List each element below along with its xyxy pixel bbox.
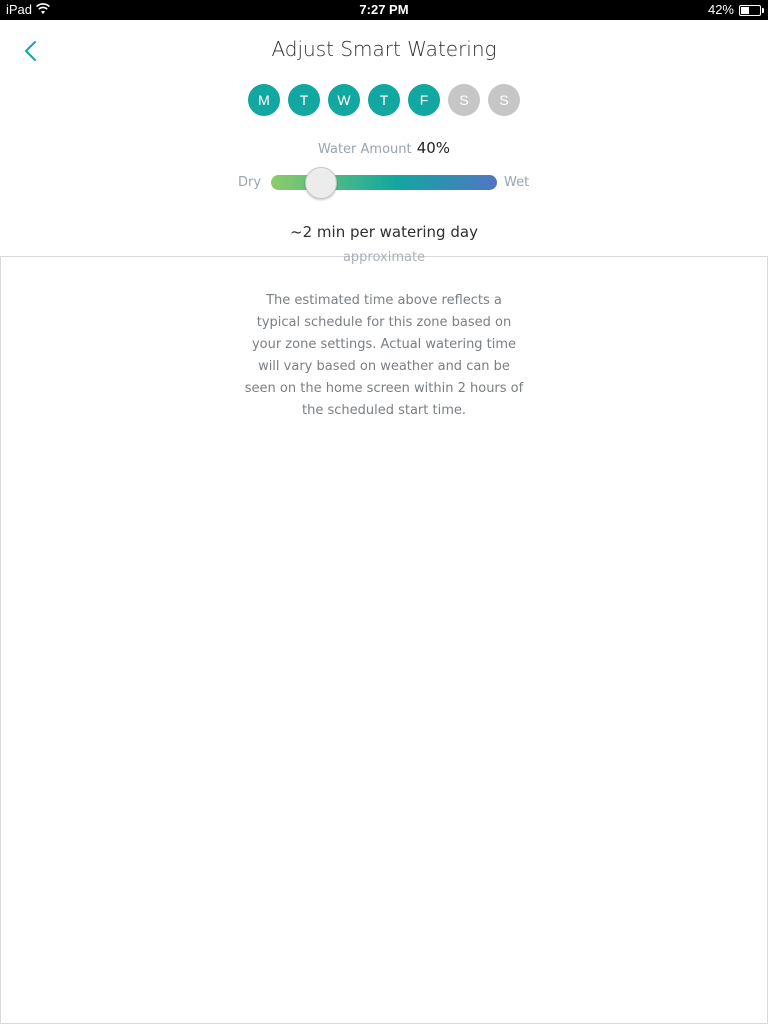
carrier-label: iPad	[6, 2, 33, 17]
day-pill-0[interactable]: M	[248, 84, 280, 116]
schedule-info-text: The estimated time above reflects a typical schedule for this zone based on your zone settings. Actual watering time will vary based on weather and can be seen on the home screen within 2 hours of the scheduled start time.	[244, 293, 524, 418]
slider-thumb[interactable]	[305, 167, 337, 199]
wet-label: Wet	[504, 175, 530, 190]
day-pill-5[interactable]: S	[448, 84, 480, 116]
day-selector	[248, 84, 528, 116]
minutes-per-day-text: ~2 min per watering day	[290, 223, 478, 241]
day-pill-3[interactable]: T	[368, 84, 400, 116]
battery-nub	[762, 8, 764, 13]
battery-fill	[741, 7, 749, 14]
water-amount-slider[interactable]	[271, 175, 497, 190]
day-pill-1[interactable]: T	[288, 84, 320, 116]
approximate-label: approximate	[342, 250, 426, 265]
battery-icon	[739, 5, 761, 16]
water-amount-value: 40%	[416, 139, 451, 157]
day-pill-2[interactable]: W	[328, 84, 360, 116]
day-pill-4[interactable]: F	[408, 84, 440, 116]
day-pill-6[interactable]: S	[488, 84, 520, 116]
water-amount-row	[0, 138, 768, 157]
water-amount-label: Water Amount	[317, 142, 412, 157]
dry-label: Dry	[238, 175, 262, 190]
page-title: Adjust Smart Watering	[271, 37, 497, 61]
status-bar	[0, 0, 768, 20]
status-time: 7:27 PM	[359, 2, 409, 17]
battery-percentage: 42%	[707, 2, 734, 17]
